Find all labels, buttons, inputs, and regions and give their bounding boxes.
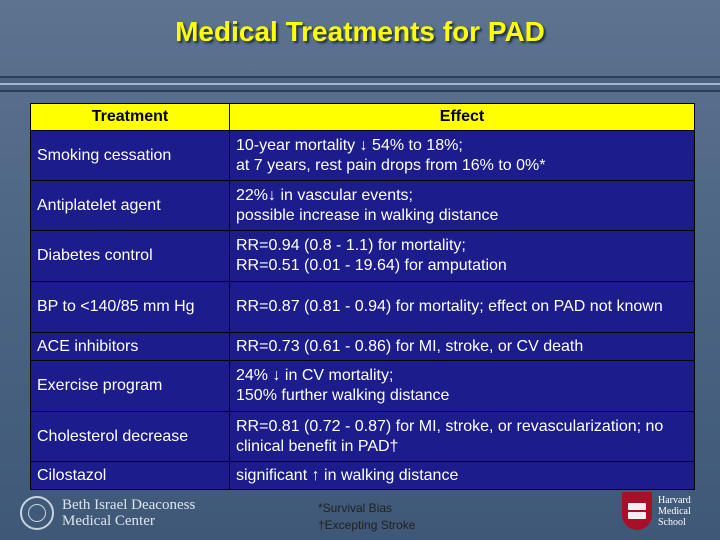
table-row: [31, 282, 695, 333]
effect-cell: RR=0.87 (0.81 - 0.94) for mortality; effect on PAD not known: [230, 282, 695, 333]
table-row: [31, 131, 695, 181]
bidmc-logo: [20, 490, 195, 536]
treatments-table: [30, 103, 695, 490]
hms-logo: [622, 492, 691, 530]
footnote-survival-bias: *Survival Bias: [318, 501, 393, 515]
footnotes: [318, 500, 415, 534]
treatment-cell: Cholesterol decrease: [31, 412, 230, 462]
treatment-cell: ACE inhibitors: [31, 333, 230, 361]
effect-cell: RR=0.73 (0.61 - 0.86) for MI, stroke, or CV death: [230, 333, 695, 361]
treatment-cell: Antiplatelet agent: [31, 181, 230, 231]
table-row: [31, 412, 695, 462]
table-row: [31, 361, 695, 412]
veritas-shield-icon: [622, 492, 652, 530]
effect-cell: significant ↑ in walking distance: [230, 462, 695, 490]
treatment-cell: Smoking cessation: [31, 131, 230, 181]
treatment-cell: Cilostazol: [31, 462, 230, 490]
hms-name: Harvard Medical School: [658, 494, 691, 528]
bidmc-seal-icon: [20, 496, 54, 530]
effect-cell: RR=0.81 (0.72 - 0.87) for MI, stroke, or revascularization; no clinical benefit in PAD†: [230, 412, 695, 462]
effect-cell: RR=0.94 (0.8 - 1.1) for mortality; RR=0.51 (0.01 - 19.64) for amputation: [230, 231, 695, 282]
header-treatment: Treatment: [31, 104, 230, 131]
effect-cell: 24% ↓ in CV mortality; 150% further walking distance: [230, 361, 695, 412]
slide-title: Medical Treatments for PAD: [175, 16, 545, 47]
footnote-excepting-stroke: †Excepting Stroke: [318, 518, 416, 532]
treatment-cell: Diabetes control: [31, 231, 230, 282]
table-row: [31, 333, 695, 361]
table-row: [31, 181, 695, 231]
treatment-cell: Exercise program: [31, 361, 230, 412]
table-header-row: [31, 104, 695, 131]
table-row: [31, 231, 695, 282]
effect-cell: 22%↓ in vascular events; possible increase in walking distance: [230, 181, 695, 231]
title-divider-line: [0, 83, 720, 85]
effect-cell: 10-year mortality ↓ 54% to 18%; at 7 years, rest pain drops from 16% to 0%*: [230, 131, 695, 181]
header-effect: Effect: [230, 104, 695, 131]
treatment-cell: BP to <140/85 mm Hg: [31, 282, 230, 333]
table-row: [31, 462, 695, 490]
bidmc-name: Beth Israel Deaconess Medical Center: [62, 497, 196, 529]
